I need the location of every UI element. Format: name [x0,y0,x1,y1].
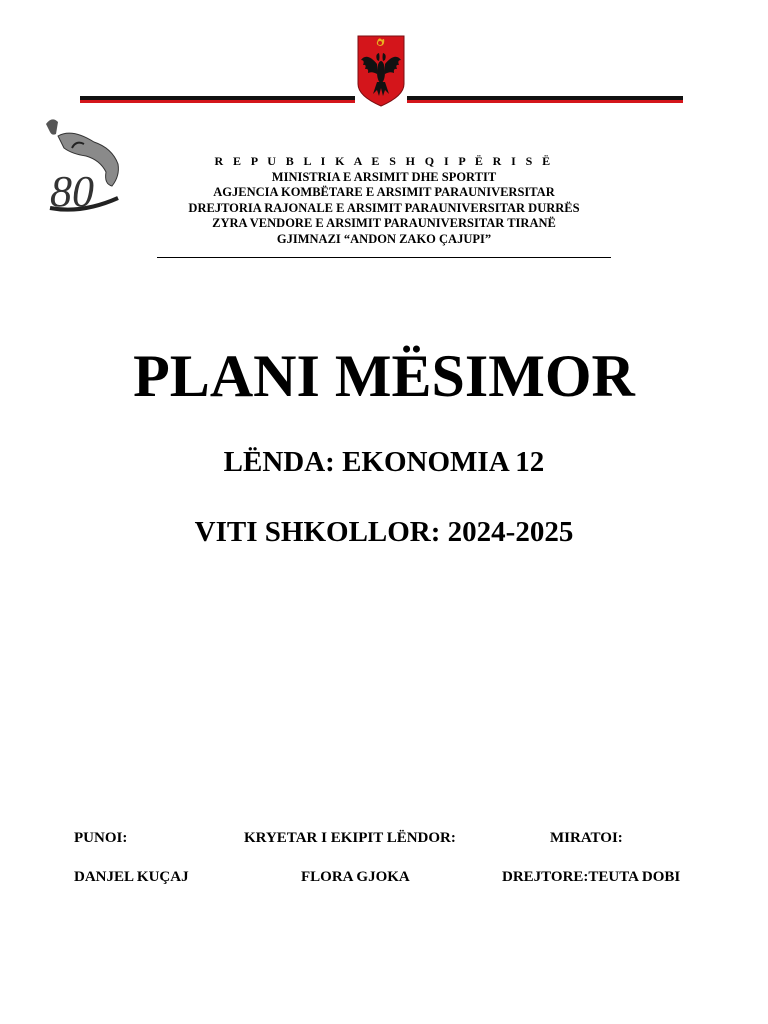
ministry-line: MINISTRIA E ARSIMIT DHE SPORTIT [271,169,497,184]
regional-directorate-line: DREJTORIA RAJONALE E ARSIMIT PARAUNIVERSITAR DURRËS [188,200,580,215]
logo-number: 80 [50,167,94,216]
school-name-line: GJIMNAZI “ANDON ZAKO ÇAJUPI” [276,231,492,246]
team-head-name: FLORA GJOKA [301,869,410,885]
institution-header [0,154,768,247]
header-underline [157,257,611,258]
local-office-line: ZYRA VENDORE E ARSIMIT PARAUNIVERSITAR TIRANË [212,216,556,230]
approved-by-label: MIRATOI: [550,830,623,846]
subject-heading: LËNDA: EKONOMIA 12 [223,446,545,478]
prepared-by-name: DANJEL KUÇAJ [74,869,189,885]
approved-by-name: DREJTORE:TEUTA DOBI [502,869,681,885]
page-title: PLANI MËSIMOR [133,343,635,409]
albanian-coat-of-arms-icon [355,34,407,108]
school-year-heading: VITI SHKOLLOR: 2024-2025 [194,516,574,548]
republic-line: R E P U B L I K A E S H Q I P Ë R I S Ë [214,154,554,168]
team-head-label: KRYETAR I EKIPIT LËNDOR: [244,830,456,846]
agency-line: AGJENCIA KOMBËTARE E ARSIMIT PARAUNIVERSITAR [213,185,555,199]
prepared-by-label: PUNOI: [74,830,128,846]
